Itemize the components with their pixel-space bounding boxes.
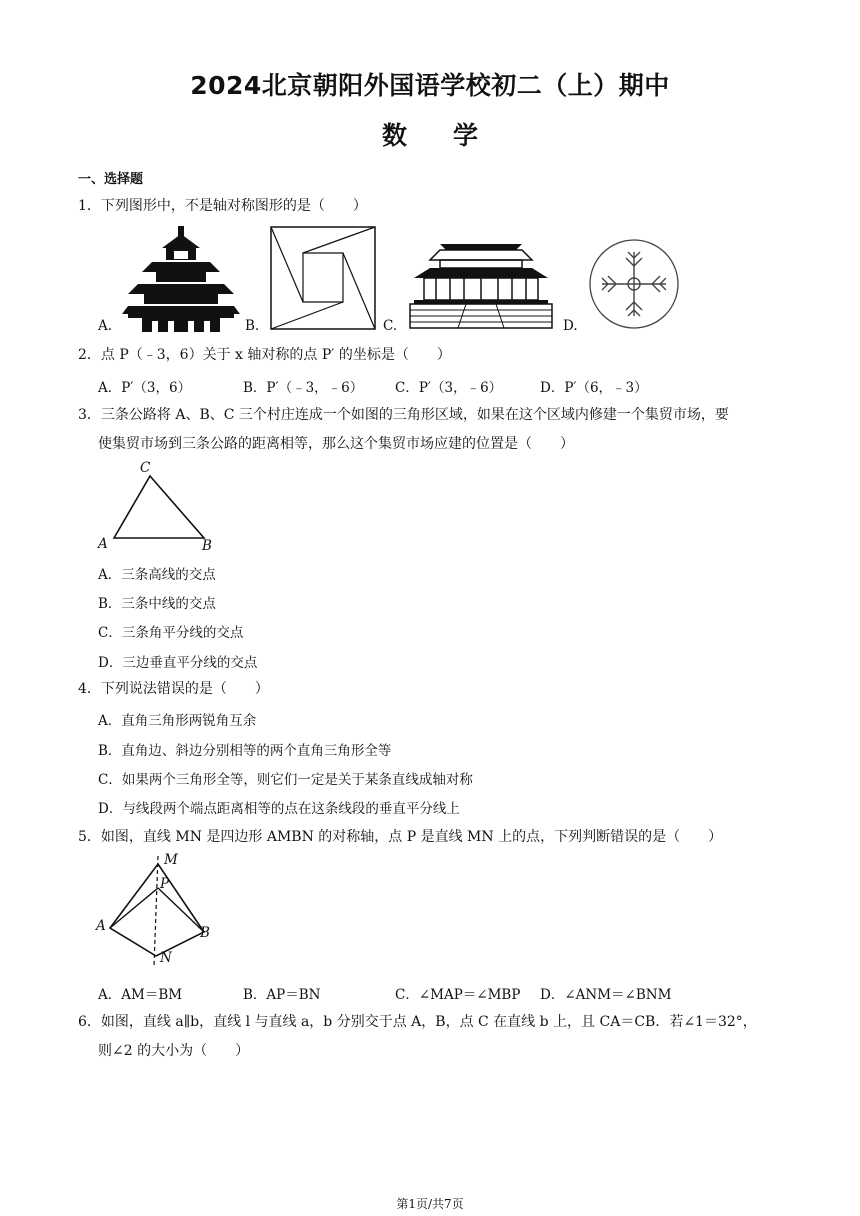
q5-option-d: D．∠ANM＝∠BNM [540, 987, 672, 1003]
q1-option-b-label: B. [245, 318, 260, 334]
q2-option-b: B．P′（﹣3，﹣6） [243, 380, 364, 396]
quadrilateral-ambn-figure [96, 852, 220, 972]
figure-label-a: A [96, 918, 106, 934]
q3-option-a: A．三条高线的交点 [98, 567, 216, 583]
q3-option-b: B．三条中线的交点 [98, 596, 216, 612]
triangle-label-b: B [202, 538, 212, 554]
q1-option-a-label: A. [98, 318, 113, 334]
q1-option-c-label: C. [383, 318, 398, 334]
q1-option-d-label: D. [563, 318, 578, 334]
page-footer: 第1页/共7页 [396, 1197, 464, 1211]
question-2-stem: 2．点 P（﹣3，6）关于 x 轴对称的点 P′ 的坐标是（ ） [78, 347, 451, 363]
q2-option-c: C．P′（3，﹣6） [395, 380, 503, 396]
subject-title: 数学 [381, 121, 524, 150]
triangle-label-c: C [140, 460, 151, 476]
triangle-abc-figure [98, 460, 218, 554]
q2-option-d: D．P′（6，﹣3） [540, 380, 648, 396]
q4-option-b: B．直角边、斜边分别相等的两个直角三角形全等 [98, 743, 392, 759]
palace-hall-icon [410, 240, 552, 330]
q5-option-c: C．∠MAP＝∠MBP [395, 987, 521, 1003]
q2-option-a: A．P′（3，6） [98, 380, 192, 396]
q5-option-b: B．AP＝BN [243, 987, 321, 1003]
q4-option-c: C．如果两个三角形全等，则它们一定是关于某条直线成轴对称 [98, 772, 473, 788]
q4-option-a: A．直角三角形两锐角互余 [98, 713, 257, 729]
section-heading: 一、选择题 [78, 172, 144, 187]
square-pinwheel-icon [270, 226, 376, 330]
question-4-stem: 4．下列说法错误的是（ ） [78, 681, 269, 697]
question-1-stem: 1．下列图形中，不是轴对称图形的是（ ） [78, 198, 367, 214]
question-6-stem-line2: 则∠2 的大小为（ ） [98, 1043, 250, 1059]
temple-of-heaven-icon [122, 226, 240, 332]
q3-option-d: D．三边垂直平分线的交点 [98, 655, 258, 671]
figure-label-p: P [160, 876, 170, 892]
q4-option-d: D．与线段两个端点距离相等的点在这条线段的垂直平分线上 [98, 801, 460, 817]
figure-label-m: M [164, 852, 178, 868]
page-title: 2024北京朝阳外国语学校初二（上）期中 [190, 71, 670, 100]
snowflake-icon [588, 238, 680, 330]
q5-option-a: A．AM＝BM [98, 987, 183, 1003]
triangle-label-a: A [98, 536, 108, 552]
figure-label-n: N [160, 950, 172, 966]
question-5-stem: 5．如图，直线 MN 是四边形 AMBN 的对称轴，点 P 是直线 MN 上的点，下列判断错误的是（ ） [78, 829, 723, 845]
q3-option-c: C．三条角平分线的交点 [98, 625, 244, 641]
figure-label-b: B [200, 925, 210, 941]
question-3-stem-line2: 使集贸市场到三条公路的距离相等，那么这个集贸市场应建的位置是（ ） [98, 436, 574, 452]
question-6-stem-line1: 6．如图，直线 a∥b，直线 l 与直线 a，b 分别交于点 A，B，点 C 在直线 b 上，且 CA＝CB．若∠1＝32°， [78, 1014, 757, 1030]
question-3-stem-line1: 3．三条公路将 A、B、C 三个村庄连成一个如图的三角形区域，如果在这个区域内修建一个集贸市场，要 [78, 407, 729, 423]
